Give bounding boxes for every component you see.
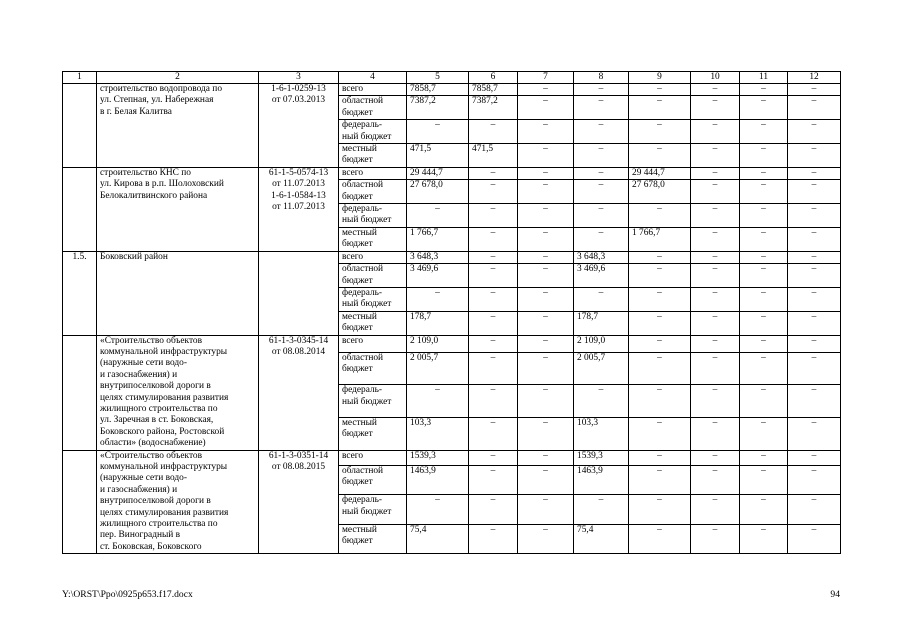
- funding-source-line: ный бюджет: [342, 215, 392, 226]
- amount-cell: 1 766,7: [629, 227, 691, 251]
- item-name-line: и газоснабжения) и: [100, 484, 178, 495]
- amount-cell: –: [691, 180, 740, 204]
- funding-source-line: бюджет: [342, 429, 373, 440]
- amount-cell: –: [574, 167, 629, 179]
- amount-cell: –: [788, 84, 841, 96]
- amount-cell: –: [740, 144, 788, 168]
- funding-source: [339, 352, 407, 385]
- item-name-line: в г. Белая Калитва: [100, 106, 172, 117]
- amount-cell: –: [788, 335, 841, 352]
- amount-cell: –: [740, 204, 788, 228]
- amount-cell: –: [518, 335, 574, 352]
- item-name-line: внутрипоселковой дороги в: [100, 381, 211, 392]
- column-number: 7: [518, 72, 574, 84]
- amount-cell: –: [629, 120, 691, 144]
- amount-cell: –: [629, 335, 691, 352]
- amount-cell: –: [574, 180, 629, 204]
- document-ref-line: 61-1-5-0574-13: [268, 167, 329, 178]
- funding-source-line: всего: [342, 335, 364, 346]
- amount-cell: –: [518, 264, 574, 288]
- table-row: [63, 450, 841, 465]
- amount-cell: –: [788, 352, 841, 385]
- amount-cell: –: [518, 385, 574, 418]
- funding-source-line: областной: [342, 465, 384, 476]
- amount-cell: –: [518, 450, 574, 465]
- funding-source: [339, 417, 407, 450]
- amount-cell: –: [518, 84, 574, 96]
- amount-cell: 1539,3: [574, 450, 629, 465]
- amount-cell: 7387,2: [407, 96, 469, 120]
- funding-source-line: бюджет: [342, 477, 373, 488]
- item-number: [63, 335, 97, 450]
- item-name-line: строительство водопровода по: [100, 84, 223, 94]
- funding-source-line: федераль-: [342, 120, 383, 131]
- amount-cell: –: [788, 120, 841, 144]
- funding-source: [339, 495, 407, 524]
- item-name-line: коммунальной инфраструктуры: [100, 346, 228, 357]
- document-ref-line: от 08.08.2014: [271, 346, 326, 357]
- amount-cell: –: [691, 204, 740, 228]
- amount-cell: –: [469, 450, 518, 465]
- amount-cell: –: [740, 450, 788, 465]
- column-number: 4: [339, 72, 407, 84]
- funding-source: [339, 167, 407, 179]
- document-ref-line: от 08.08.2015: [271, 462, 326, 472]
- amount-cell: –: [740, 352, 788, 385]
- amount-cell: –: [469, 352, 518, 385]
- amount-cell: 7858,7: [469, 84, 518, 96]
- funding-source-line: местный: [342, 417, 377, 428]
- funding-source-line: бюджет: [342, 536, 373, 547]
- amount-cell: –: [574, 84, 629, 96]
- amount-cell: –: [788, 417, 841, 450]
- amount-cell: 178,7: [574, 311, 629, 335]
- amount-cell: 3 469,6: [574, 264, 629, 288]
- amount-cell: –: [788, 287, 841, 311]
- amount-cell: –: [629, 144, 691, 168]
- amount-cell: –: [518, 204, 574, 228]
- item-name: [97, 450, 259, 554]
- amount-cell: –: [518, 524, 574, 553]
- amount-cell: –: [691, 264, 740, 288]
- amount-cell: –: [629, 96, 691, 120]
- amount-cell: –: [518, 287, 574, 311]
- table-row: [63, 335, 841, 352]
- funding-source: [339, 465, 407, 494]
- column-number: 11: [740, 72, 788, 84]
- amount-cell: –: [691, 287, 740, 311]
- amount-cell: –: [518, 311, 574, 335]
- column-number: 9: [629, 72, 691, 84]
- amount-cell: –: [518, 495, 574, 524]
- column-number: 2: [97, 72, 259, 84]
- amount-cell: –: [629, 524, 691, 553]
- amount-cell: –: [691, 251, 740, 263]
- column-number: 12: [788, 72, 841, 84]
- funding-source: [339, 311, 407, 335]
- item-name-line: целях стимулирования развития: [100, 507, 229, 518]
- amount-cell: –: [788, 465, 841, 494]
- item-name-line: жилищного строительства по: [100, 403, 218, 414]
- amount-cell: –: [691, 450, 740, 465]
- amount-cell: –: [788, 450, 841, 465]
- funding-source: [339, 524, 407, 553]
- amount-cell: 1463,9: [574, 465, 629, 494]
- funding-source-line: всего: [342, 167, 364, 178]
- funding-source-line: всего: [342, 251, 364, 262]
- amount-cell: 75,4: [407, 524, 469, 553]
- amount-cell: –: [629, 352, 691, 385]
- amount-cell: –: [691, 311, 740, 335]
- amount-cell: –: [574, 495, 629, 524]
- amount-cell: –: [740, 96, 788, 120]
- column-number: 6: [469, 72, 518, 84]
- amount-cell: 1463,9: [407, 465, 469, 494]
- item-name-line: (наружные сети водо-: [100, 473, 187, 484]
- amount-cell: –: [407, 385, 469, 418]
- funding-source: [339, 96, 407, 120]
- amount-cell: –: [469, 417, 518, 450]
- item-number: [63, 167, 97, 251]
- amount-cell: –: [629, 264, 691, 288]
- funding-source-line: федераль-: [342, 287, 383, 298]
- amount-cell: –: [691, 227, 740, 251]
- amount-cell: –: [740, 417, 788, 450]
- amount-cell: –: [469, 287, 518, 311]
- item-name-line: области» (водоснабжение): [100, 438, 206, 449]
- funding-source-line: областной: [342, 352, 384, 363]
- table-row: [63, 84, 841, 96]
- item-name-line: Боковского района, Ростовской: [100, 426, 225, 437]
- amount-cell: –: [469, 204, 518, 228]
- item-name: [97, 335, 259, 450]
- amount-cell: –: [691, 524, 740, 553]
- funding-source-line: всего: [342, 84, 364, 94]
- amount-cell: –: [469, 227, 518, 251]
- amount-cell: –: [629, 417, 691, 450]
- amount-cell: –: [574, 385, 629, 418]
- amount-cell: –: [788, 167, 841, 179]
- amount-cell: –: [469, 167, 518, 179]
- amount-cell: –: [574, 144, 629, 168]
- item-name-line: строительство КНС по: [100, 167, 191, 178]
- amount-cell: 29 444,7: [629, 167, 691, 179]
- funding-source: [339, 264, 407, 288]
- funding-source: [339, 251, 407, 263]
- item-name-line: ул. Кирова в р.п. Шолоховский: [100, 179, 224, 190]
- funding-source-line: бюджет: [342, 239, 373, 250]
- funding-source: [339, 144, 407, 168]
- item-name-line: (наружные сети водо-: [100, 358, 187, 369]
- funding-source-line: бюджет: [342, 323, 373, 334]
- amount-cell: –: [518, 251, 574, 263]
- item-name: [97, 84, 259, 168]
- amount-cell: –: [740, 465, 788, 494]
- document-ref: [259, 84, 339, 168]
- amount-cell: –: [691, 385, 740, 418]
- amount-cell: –: [788, 311, 841, 335]
- funding-source-line: местный: [342, 524, 377, 535]
- amount-cell: 3 648,3: [574, 251, 629, 263]
- amount-cell: 2 109,0: [407, 335, 469, 352]
- amount-cell: –: [574, 227, 629, 251]
- item-name-line: «Строительство объектов: [100, 450, 203, 461]
- amount-cell: –: [407, 287, 469, 311]
- funding-source-line: местный: [342, 311, 377, 322]
- funding-source: [339, 335, 407, 352]
- amount-cell: –: [469, 335, 518, 352]
- amount-cell: –: [629, 450, 691, 465]
- amount-cell: 3 469,6: [407, 264, 469, 288]
- amount-cell: 27 678,0: [407, 180, 469, 204]
- amount-cell: –: [740, 264, 788, 288]
- amount-cell: –: [469, 385, 518, 418]
- document-ref: [259, 251, 339, 335]
- item-name: [97, 167, 259, 251]
- item-name-line: жилищного строительства по: [100, 519, 218, 530]
- budget-table: [62, 71, 841, 554]
- document-ref: [259, 167, 339, 251]
- funding-source-line: областной: [342, 264, 384, 275]
- amount-cell: –: [518, 180, 574, 204]
- amount-cell: –: [788, 524, 841, 553]
- item-name-line: пер. Виноградный в: [100, 530, 181, 541]
- funding-source: [339, 385, 407, 418]
- amount-cell: 27 678,0: [629, 180, 691, 204]
- amount-cell: –: [740, 495, 788, 524]
- funding-source: [339, 180, 407, 204]
- amount-cell: –: [740, 311, 788, 335]
- amount-cell: 1539,3: [407, 450, 469, 465]
- item-name-line: Белокалитвинского района: [100, 190, 208, 201]
- amount-cell: –: [691, 120, 740, 144]
- amount-cell: –: [691, 495, 740, 524]
- amount-cell: –: [740, 251, 788, 263]
- amount-cell: –: [691, 96, 740, 120]
- amount-cell: –: [469, 251, 518, 263]
- amount-cell: –: [691, 417, 740, 450]
- amount-cell: –: [518, 352, 574, 385]
- column-number: 3: [259, 72, 339, 84]
- amount-cell: –: [469, 120, 518, 144]
- column-number: 5: [407, 72, 469, 84]
- column-number: 10: [691, 72, 740, 84]
- document-ref: [259, 335, 339, 450]
- item-number: 1.5.: [63, 251, 97, 335]
- document-ref-line: 61-1-3-0351-14: [268, 450, 329, 461]
- amount-cell: –: [629, 311, 691, 335]
- amount-cell: –: [691, 465, 740, 494]
- funding-source-line: местный: [342, 227, 377, 238]
- amount-cell: –: [691, 167, 740, 179]
- amount-cell: 103,3: [407, 417, 469, 450]
- amount-cell: –: [629, 465, 691, 494]
- amount-cell: –: [788, 144, 841, 168]
- amount-cell: 2 005,7: [407, 352, 469, 385]
- column-number-row: [63, 72, 841, 84]
- amount-cell: –: [469, 180, 518, 204]
- document-ref: [259, 450, 339, 554]
- amount-cell: –: [788, 495, 841, 524]
- amount-cell: 2 005,7: [574, 352, 629, 385]
- amount-cell: –: [518, 144, 574, 168]
- amount-cell: –: [629, 251, 691, 263]
- funding-source-line: всего: [342, 450, 364, 461]
- document-ref-line: 1-6-1-0584-13: [271, 190, 326, 201]
- amount-cell: –: [629, 385, 691, 418]
- amount-cell: –: [469, 495, 518, 524]
- column-number: 1: [63, 72, 97, 84]
- funding-source-line: бюджет: [342, 107, 373, 118]
- page-number: 94: [830, 589, 840, 600]
- amount-cell: –: [740, 84, 788, 96]
- amount-cell: –: [788, 385, 841, 418]
- amount-cell: –: [518, 120, 574, 144]
- funding-source-line: федераль-: [342, 385, 383, 396]
- funding-source-line: федераль-: [342, 204, 383, 215]
- amount-cell: –: [518, 96, 574, 120]
- item-name-line: ул. Степная, ул. Набережная: [100, 95, 214, 106]
- amount-cell: –: [518, 417, 574, 450]
- amount-cell: 75,4: [574, 524, 629, 553]
- amount-cell: –: [788, 251, 841, 263]
- table-row: [63, 251, 841, 263]
- amount-cell: –: [574, 204, 629, 228]
- amount-cell: 471,5: [469, 144, 518, 168]
- amount-cell: –: [469, 465, 518, 494]
- amount-cell: –: [629, 287, 691, 311]
- item-name-line: «Строительство объектов: [100, 335, 203, 346]
- funding-source-line: ный бюджет: [342, 131, 392, 142]
- amount-cell: –: [574, 96, 629, 120]
- amount-cell: –: [740, 385, 788, 418]
- item-number: [63, 84, 97, 168]
- amount-cell: 7858,7: [407, 84, 469, 96]
- document-ref-line: 1-6-1-0259-13: [271, 84, 326, 94]
- amount-cell: –: [740, 287, 788, 311]
- amount-cell: –: [691, 352, 740, 385]
- funding-source-line: областной: [342, 96, 384, 107]
- funding-source: [339, 120, 407, 144]
- amount-cell: –: [469, 524, 518, 553]
- item-name-line: Боковский район: [100, 251, 168, 262]
- item-name-line: ул. Заречная в ст. Боковская,: [100, 415, 214, 426]
- file-path: Y:\ORST\Ppo\0925p653.f17.docx: [62, 589, 193, 600]
- item-name: [97, 251, 259, 335]
- funding-source-line: ный бюджет: [342, 396, 392, 407]
- amount-cell: –: [691, 144, 740, 168]
- amount-cell: –: [740, 524, 788, 553]
- amount-cell: 3 648,3: [407, 251, 469, 263]
- amount-cell: 471,5: [407, 144, 469, 168]
- amount-cell: –: [469, 264, 518, 288]
- amount-cell: 103,3: [574, 417, 629, 450]
- document-page: [62, 71, 840, 554]
- funding-source: [339, 227, 407, 251]
- amount-cell: –: [788, 204, 841, 228]
- funding-source: [339, 204, 407, 228]
- amount-cell: –: [629, 495, 691, 524]
- funding-source-line: бюджет: [342, 155, 373, 166]
- amount-cell: 178,7: [407, 311, 469, 335]
- document-ref-line: от 07.03.2013: [271, 95, 326, 106]
- amount-cell: –: [788, 227, 841, 251]
- column-number: 8: [574, 72, 629, 84]
- amount-cell: –: [740, 335, 788, 352]
- funding-source-line: ный бюджет: [342, 506, 392, 517]
- document-ref-line: 61-1-3-0345-14: [268, 335, 329, 346]
- funding-source-line: федераль-: [342, 495, 383, 506]
- amount-cell: –: [407, 495, 469, 524]
- amount-cell: 1 766,7: [407, 227, 469, 251]
- amount-cell: –: [740, 167, 788, 179]
- item-name-line: коммунальной инфраструктуры: [100, 462, 228, 472]
- funding-source: [339, 84, 407, 96]
- amount-cell: –: [574, 120, 629, 144]
- funding-source-line: областной: [342, 180, 384, 191]
- amount-cell: 2 109,0: [574, 335, 629, 352]
- amount-cell: –: [518, 167, 574, 179]
- amount-cell: 7387,2: [469, 96, 518, 120]
- funding-source-line: местный: [342, 144, 377, 155]
- funding-source-line: ный бюджет: [342, 299, 392, 310]
- item-name-line: ст. Боковская, Боковского: [100, 541, 202, 552]
- document-ref-line: от 11.07.2013: [272, 202, 325, 213]
- table-row: [63, 167, 841, 179]
- funding-source: [339, 450, 407, 465]
- amount-cell: –: [629, 204, 691, 228]
- amount-cell: –: [407, 120, 469, 144]
- amount-cell: –: [740, 120, 788, 144]
- amount-cell: 29 444,7: [407, 167, 469, 179]
- amount-cell: –: [518, 227, 574, 251]
- amount-cell: –: [518, 465, 574, 494]
- document-ref-line: от 11.07.2013: [272, 179, 325, 190]
- amount-cell: –: [691, 84, 740, 96]
- amount-cell: –: [469, 311, 518, 335]
- amount-cell: –: [788, 264, 841, 288]
- amount-cell: –: [788, 180, 841, 204]
- amount-cell: –: [740, 227, 788, 251]
- amount-cell: –: [407, 204, 469, 228]
- item-name-line: и газоснабжения) и: [100, 369, 178, 380]
- funding-source-line: бюджет: [342, 191, 373, 202]
- funding-source: [339, 287, 407, 311]
- funding-source-line: бюджет: [342, 275, 373, 286]
- amount-cell: –: [691, 335, 740, 352]
- amount-cell: –: [788, 96, 841, 120]
- amount-cell: –: [574, 287, 629, 311]
- funding-source-line: бюджет: [342, 363, 373, 374]
- item-number: [63, 450, 97, 554]
- item-name-line: внутрипоселковой дороги в: [100, 496, 211, 507]
- amount-cell: –: [629, 84, 691, 96]
- item-name-line: целях стимулирования развития: [100, 392, 229, 403]
- amount-cell: –: [740, 180, 788, 204]
